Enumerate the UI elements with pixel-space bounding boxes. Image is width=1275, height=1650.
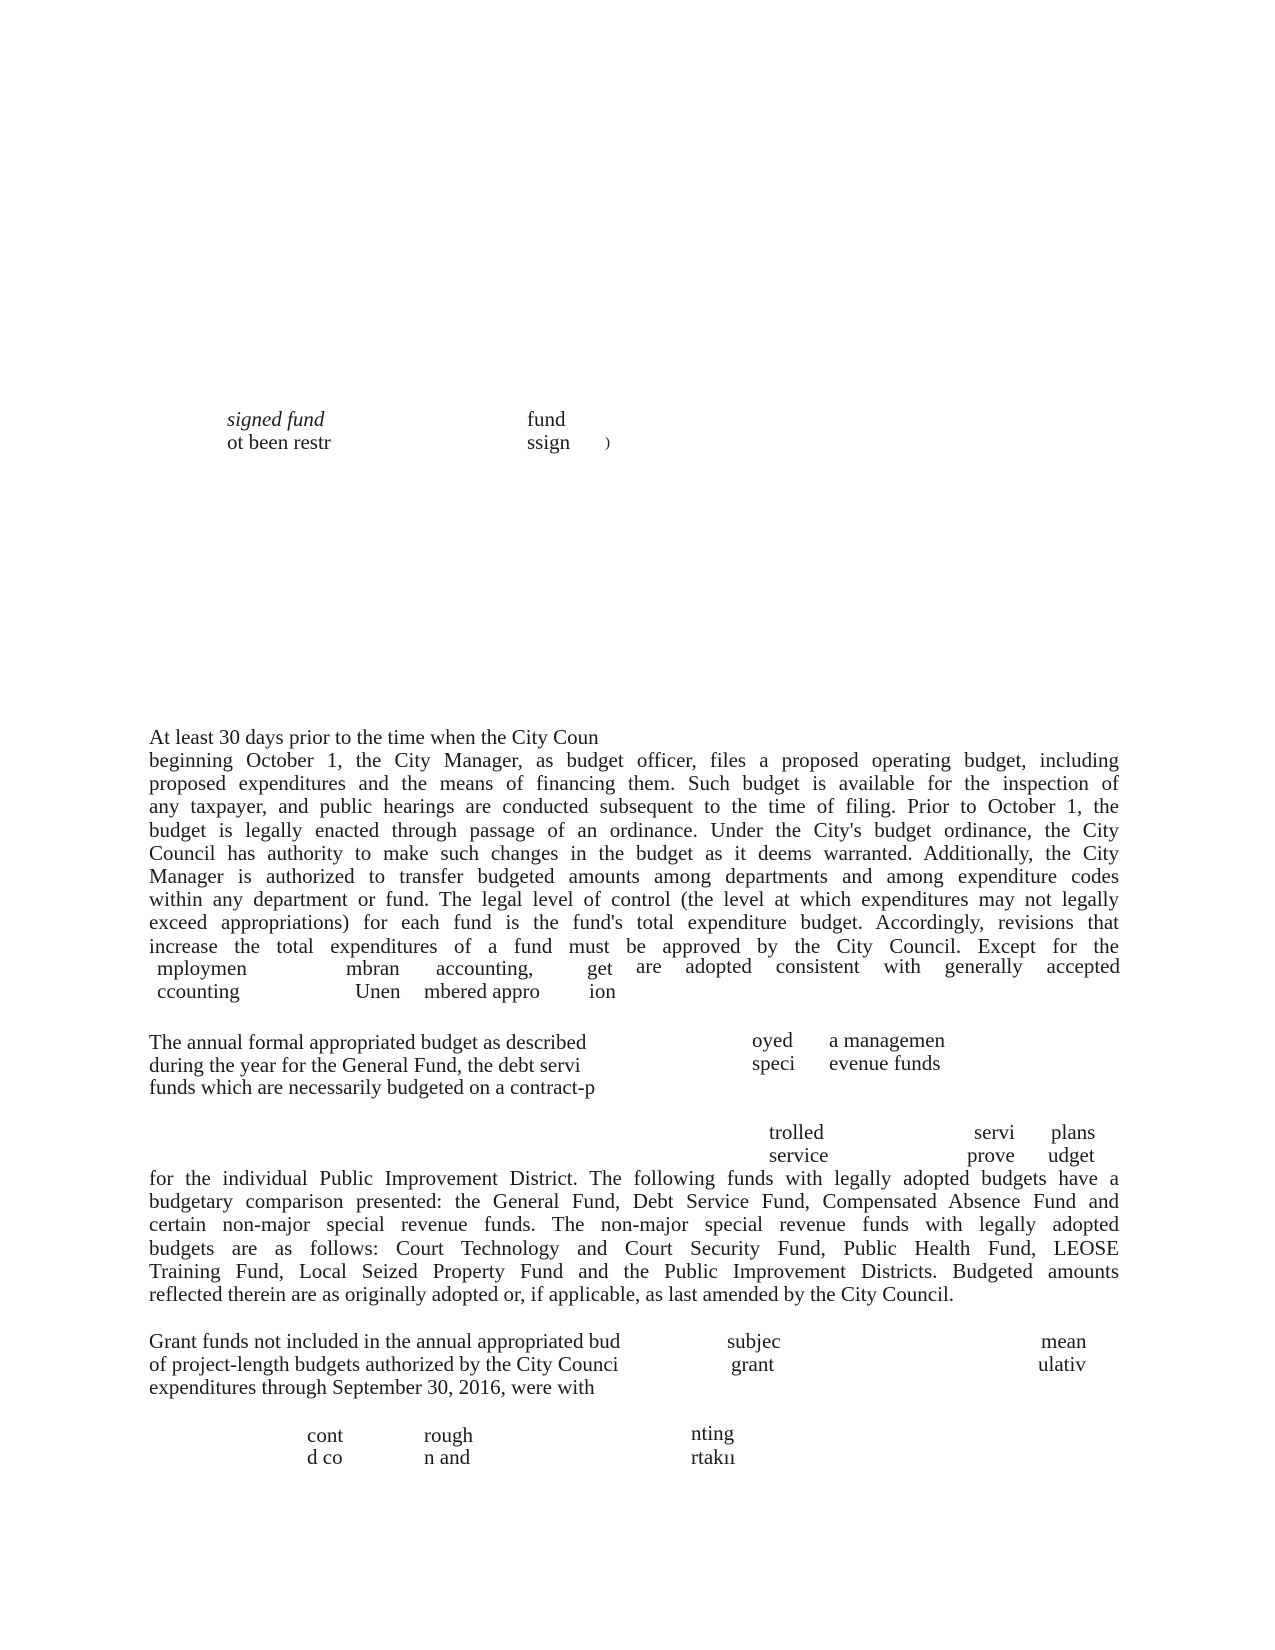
fragment-special: speci: [752, 1051, 796, 1075]
fragment-control: cont: [307, 1423, 344, 1447]
budget-para-line: Council has authority to make such changes in the budget as it deems warranted. Additionally, the City: [149, 840, 1119, 865]
budget-para-line: Manager is authorized to transfer budgeted amounts among departments and among expenditure codes: [149, 864, 1119, 889]
fragment-controlled: trolled: [769, 1120, 824, 1144]
fragment-revenue-funds: evenue funds: [829, 1051, 941, 1075]
fragment-undertaking: rtakıı: [691, 1445, 736, 1469]
budget-para-line: increase the total expenditures of a fund must be approved by the City Council. Except for the: [149, 933, 1119, 958]
annual-para-line-2: during the year for the General Fund, the debt servi: [149, 1053, 581, 1077]
budget-para-line: budget is legally enacted through passage of an ordinance. Under the City's budget ordinance, the City: [149, 817, 1119, 842]
pid-para-line: for the individual Public Improvement District. The following funds with legally adopted budgets have a: [149, 1166, 1119, 1190]
grant-para-line-1: Grant funds not included in the annual appropriated bud: [149, 1329, 621, 1353]
budget-para-line: beginning October 1, the City Manager, as budget officer, files a proposed operating budget, including: [149, 748, 1119, 772]
annual-para-line-3: funds which are necessarily budgeted on a contract-p: [149, 1075, 596, 1099]
fragment-accounting-3: nting: [691, 1421, 735, 1445]
fragment-subject: subjec: [727, 1329, 781, 1353]
grant-para-line-2: of project-length budgets authorized by the City Counci: [149, 1352, 619, 1376]
fragment-budget: get: [587, 956, 613, 980]
pid-paragraph: [149, 1167, 1119, 1306]
budget-para-line: within any department or fund. The legal level of control (the level at which expenditures may not legally: [149, 887, 1119, 912]
budget-para-line: exceed appropriations) for each fund is the fund's total expenditure budget. Accordingly, revisions that: [149, 910, 1119, 935]
fragment-paren: ): [605, 435, 610, 451]
fragment-not-been-restr: ot been restr: [227, 430, 331, 454]
fragment-cumulative: ulativ: [1038, 1352, 1086, 1376]
fragment-encumbered-appro: mbered appro: [424, 979, 541, 1003]
fragment-improve: prove: [967, 1143, 1015, 1167]
budget-para-line-1: At least 30 days prior to the time when the City Coun: [149, 725, 599, 749]
pid-para-line: Training Fund, Local Seized Property Fund and the Public Improvement Districts. Budgeted amounts: [149, 1258, 1119, 1283]
fragment-accounting: accounting,: [436, 956, 534, 980]
fragment-ion: ion: [589, 979, 616, 1003]
budget-paragraph: [149, 749, 1119, 958]
fragment-mean: mean: [1041, 1329, 1087, 1353]
pid-para-line: reflected therein are as originally adopted or, if applicable, as last amended by the City Council.: [149, 1282, 955, 1307]
fragment-budget-2: udget: [1048, 1143, 1095, 1167]
fragment-service-2: service: [769, 1143, 829, 1167]
pid-para-line: budgets are as follows: Court Technology and Court Security Fund, Public Health Fund, LEOSE: [149, 1235, 1119, 1260]
fragment-n-and: n and: [424, 1445, 471, 1469]
fragment-plans: plans: [1051, 1120, 1096, 1144]
fragment-fund: fund: [527, 407, 566, 431]
fragment-employed: oyed: [752, 1028, 793, 1052]
grant-para-line-3: expenditures through September 30, 2016, were with: [149, 1375, 595, 1399]
fragment-and-co: d co: [307, 1445, 343, 1469]
fragment-accounting-2: ccounting: [157, 979, 240, 1003]
pid-para-line: budgetary comparison presented: the General Fund, Debt Service Fund, Compensated Absence Fund and: [149, 1189, 1119, 1214]
fragment-service: servi: [974, 1120, 1015, 1144]
fragment-grant: grant: [731, 1352, 775, 1376]
budget-para-line: any taxpayer, and public hearings are conducted subsequent to the time of filing. Prior to October 1, the: [149, 794, 1119, 819]
budget-para-line: proposed expenditures and the means of financing them. Such budget is available for the inspection of: [149, 771, 1119, 796]
fragment-adopted-consistent: are adopted consistent with generally accepted: [636, 954, 1120, 978]
fragment-unencumbered: Unen: [355, 979, 401, 1003]
fragment-encumbrance: mbran: [346, 956, 400, 980]
fragment-employment: mploymen: [157, 956, 247, 980]
annual-para-line-1: The annual formal appropriated budget as described: [149, 1030, 587, 1054]
pid-para-line: certain non-major special revenue funds. The non-major special revenue funds with legally adopted: [149, 1212, 1119, 1237]
fragment-assign: ssign: [527, 430, 571, 454]
fragment-signed-fund: signed fund: [227, 407, 325, 431]
fragment-through: rough: [424, 1423, 473, 1447]
fragment-a-management: a managemen: [829, 1028, 946, 1052]
